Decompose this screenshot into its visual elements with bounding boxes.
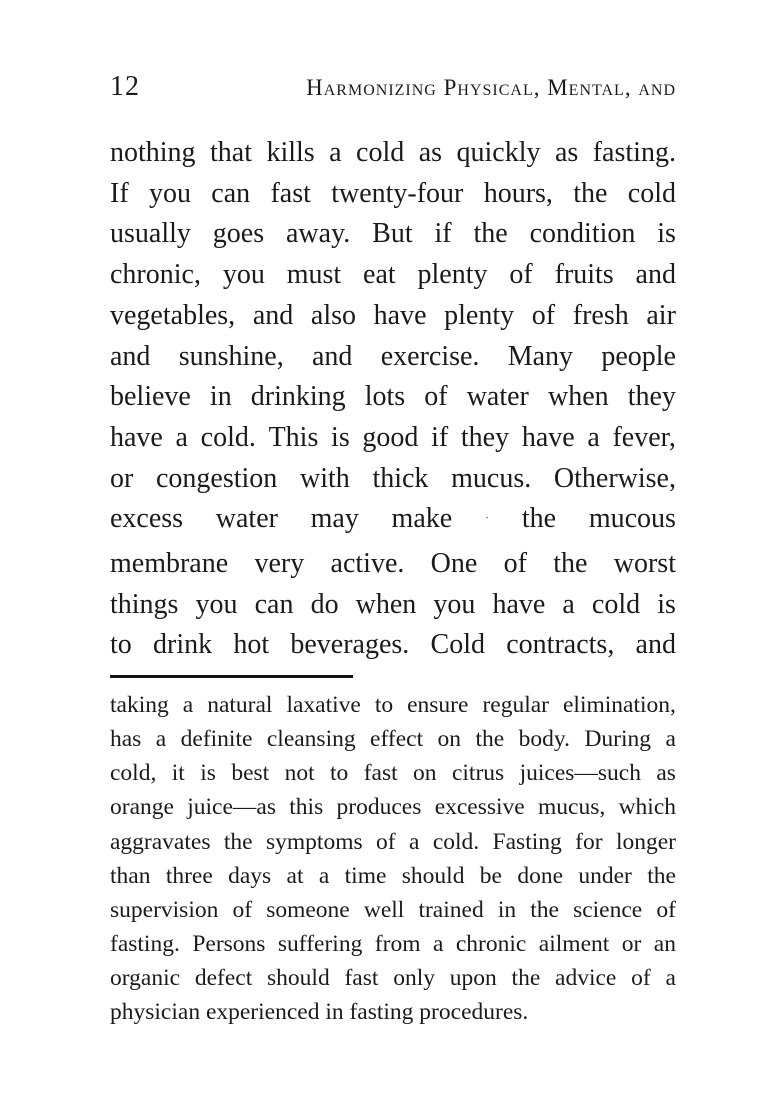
running-header: Harmonizing Physical, Mental, and [306,75,676,100]
page-number: 12 [110,71,140,102]
body-text-line: usually goes away. But if the condition is [110,218,676,250]
footnote-text-line: orange juice—as this produces excessive mucus, which [110,794,676,821]
footnote-text-line: supervision of someone well trained in the science of [110,896,676,923]
body-text-line: vegetables, and also have plenty of fresh air [110,299,676,331]
footnote-text-line: organic defect should fast only upon the advice of a [110,965,676,992]
footnote-text-line: has a definite cleansing effect on the body. During a [110,726,676,753]
footnote-text-line: aggravates the symptoms of a cold. Fasting for longer [110,828,676,855]
body-text [110,133,676,666]
body-text-line: and sunshine, and exercise. Many people [110,340,676,372]
ink-speck: · [484,510,490,526]
body-text-line: have a cold. This is good if they have a fever, [110,421,676,453]
running-head-row [110,72,676,103]
body-text-line: nothing that kills a cold as quickly as fasting. [110,137,676,168]
body-text-line: excess water may make · the mucous [110,499,676,544]
body-text-line: or congestion with thick mucus. Otherwise, [110,462,676,494]
footnote-text-line: fasting. Persons suffering from a chronic ailment or an [110,931,676,958]
body-text-line: chronic, you must eat plenty of fruits and [110,259,676,291]
footnote-separator-rule [110,675,353,678]
body-text-line: If you can fast twenty-four hours, the cold [110,177,676,209]
body-text-line: believe in drinking lots of water when they [110,381,676,413]
body-text-line: to drink hot beverages. Cold contracts, and [110,629,676,661]
body-text-line: things you can do when you have a cold is [110,588,676,620]
footnote-text-line: cold, it is best not to fast on citrus juices—such as [110,760,676,787]
body-text-line: membrane very active. One of the worst [110,548,676,580]
footnote-text-line: taking a natural laxative to ensure regular elimination, [110,692,676,718]
footnote-text-line: than three days at a time should be done under the [110,862,676,889]
footnote-text-line: physician experienced in fasting procedures. [110,999,529,1026]
footnote-text [110,688,676,1030]
